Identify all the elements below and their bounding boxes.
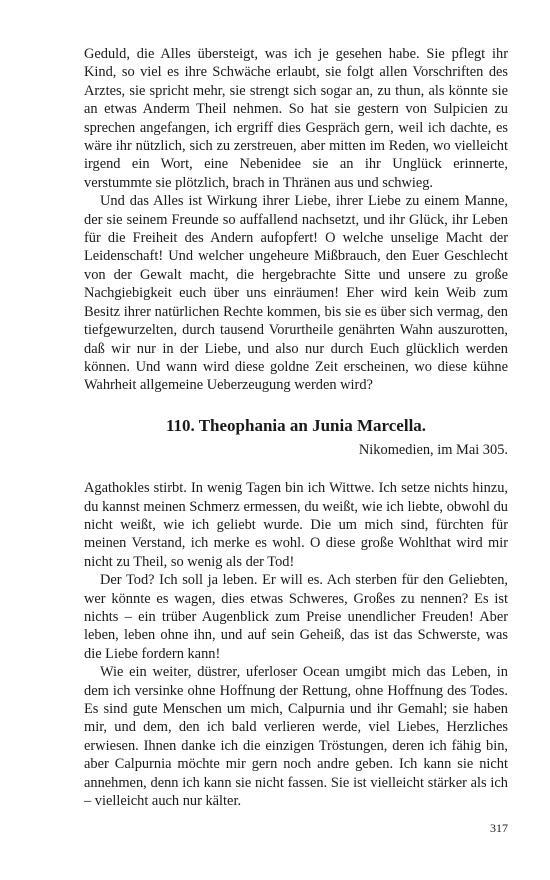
letter-dateline: Nikomedien, im Mai 305.: [358, 441, 508, 458]
section-spacer: [84, 459, 508, 479]
paragraph-2: Und das Alles ist Wirkung ihrer Liebe, ihrer Liebe zu einem Manne, der sie seinem Freunde so auffallend nachsetzt, und ihr Glück, ihr Leben für die Freiheit des Andern aufopfert! O welche unselige Macht der Leidenschaft! Und welcher ungeheure Mißbrauch, den Euer Geschlecht von der Gewalt macht, die hergebrachte Sitte und unsere zu große Nachgiebigkeit euch über uns einräumen! Eher wird kein Weib zum Besitz ihrer natürlichen Rechte kommen, bis sie es über sich vermag, den tiefgewurzelten, durch tausend Vorurtheile genährten Wahn auszurotten, daß wir nur in der Liebe, und also nur durch Euch glücklich werden können. Und wann wird diese goldne Zeit erscheinen, wo diese kühne Wahrheit allgemeine Ueberzeugung werden wird?: [84, 193, 508, 394]
letter-paragraph-3: Wie ein weiter, düstrer, uferloser Ocean umgibt mich das Leben, in dem ich versinke ohne Hoffnung der Rettung, ohne Hoffnung des Todes. Es sind gute Menschen um mich, Calpurnia und ihr Gemahl; sie haben mir, und dem, den ich bald verlieren werde, viel Liebes, Herzliches erwiesen. Ihnen danke ich die einzigen Tröstungen, deren ich fähig bin, aber Calpurnia möchte mir gern noch andre geben. Ich kann sie nicht annehmen, denn ich kann sie nicht fassen. Sie ist vielleicht stärker als ich – vielleicht auch nur kälter.: [84, 664, 508, 810]
page-number: 317: [490, 821, 508, 835]
paragraph-1: Geduld, die Alles übersteigt, was ich je gesehen habe. Sie pflegt ihr Kind, so viel es ihre Schwäche erlaubt, sie folgt allen Vorschriften des Arztes, sie spricht mehr, sie strengt sich sogar an, zu thun, als könnte sie an etwas Anderm Theil nehmen. So hat sie gestern von Sulpicien zu sprechen angefangen, ich ergriff dies Gespräch gern, weil ich dachte, es wäre ihr nützlich, sich zu zerstreuen, aber mitten im Reden, wo vielleicht irgend ein Wort, eine Nebenidee sie an ihr Unglück erinnerte, verstummte sie plötzlich, brach in Thränen aus und schwieg.: [84, 46, 508, 191]
book-page: [84, 45, 508, 810]
letter-paragraph-2: Der Tod? Ich soll ja leben. Er will es. Ach sterben für den Geliebten, wer könnte es wagen, dies etwas Schweres, Großes zu nennen? Es ist nichts – ein trüber Augenblick zum Preise unendlicher Freuden! Aber leben, leben ohne ihn, und auf sein Geheiß, das ist das Schwerste, was die Liebe fordern kann!: [84, 572, 508, 662]
letter-heading: 110. Theophania an Junia Marcella.: [165, 415, 427, 435]
letter-paragraph-1: Agathokles stirbt. In wenig Tagen bin ich Wittwe. Ich setze nichts hinzu, du kannst meinen Schmerz ermessen, du weißt, wie ich liebte, obwohl du nicht weißt, wie ich geliebt wurde. Die um mich sind, fürchten für meinen Verstand, ich merke es wohl. O diese große Wohlthat wird mir nicht zu Theil, so wenig als der Tod!: [84, 480, 508, 570]
